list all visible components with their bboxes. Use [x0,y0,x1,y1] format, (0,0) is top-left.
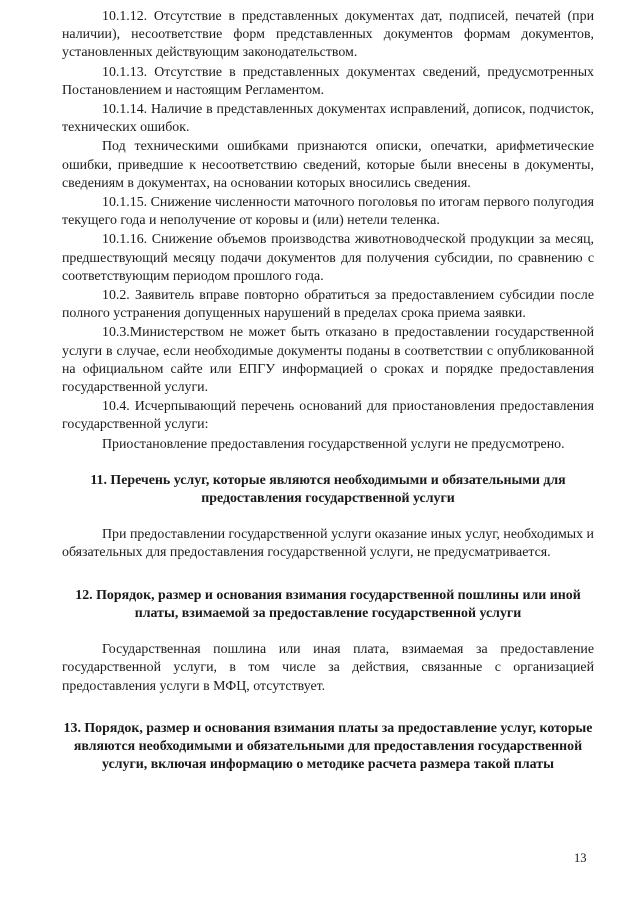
paragraph-10-2: 10.2. Заявитель вправе повторно обратиться за предоставлением субсидии после полного устранения допущенных нарушений в пределах срока приема заявки. [62,288,594,322]
paragraph-10-1-13: 10.1.13. Отсутствие в представленных документах сведений, предусмотренных Постановлением и настоящим Регламентом. [62,64,594,98]
paragraph-10-1-14: 10.1.14. Наличие в представленных документах исправлений, дописок, подчисток, технических ошибок. [62,102,594,136]
section-12-heading: 12. Порядок, размер и основания взимания государственной пошлины или иной платы, взимаемой за предоставление государственной услуги [75,587,581,621]
paragraph-suspension: Приостановление предоставления государственной услуги не предусмотрено. [102,436,565,452]
paragraph-10-4: 10.4. Исчерпывающий перечень оснований для приостановления предоставления государственной услуги: [62,399,594,433]
section-11-text: При предоставлении государственной услуги оказание иных услуг, необходимых и обязательных для предоставления государственной услуги, не предусматривается. [62,527,594,561]
paragraph-10-1-12: 10.1.12. Отсутствие в представленных документах дат, подписей, печатей (при наличии), несоответствие форм представленных документов формам документов, установленных действующим законодательством. [62,9,594,61]
paragraph-10-1-15: 10.1.15. Снижение численности маточного поголовья по итогам первого полугодия текущего года и неполучение от коровы и (или) нетели теленка. [62,195,594,229]
paragraph-10-1-16: 10.1.16. Снижение объемов производства животноводческой продукции за месяц, предшествующий месяцу подачи документов для получения субсидии, по сравнению с соответствующим периодом прошлого года. [62,232,594,284]
page-number: 13 [574,851,587,865]
paragraph-technical-errors: Под техническими ошибками признаются описки, опечатки, арифметические ошибки, приведшие к несоответствию сведений, которые были внесены в документы, сведениям в документах, на основании которых вносились сведения. [62,139,594,191]
section-12-text: Государственная пошлина или иная плата, взимаемая за предоставление государственной услуги, в том числе за действия, связанные с организацией предоставления услуги в МФЦ, отсутствует. [62,642,594,694]
paragraph-10-3: 10.3.Министерством не может быть отказано в предоставлении государственной услуги в случае, если необходимые документы поданы в соответствии с опубликованной на официальном сайте или ЕПГУ информацией о сроках и порядке предоставления государственной услуги. [62,325,594,396]
section-13-heading: 13. Порядок, размер и основания взимания платы за предоставление услуг, которые являются необходимыми и обязательными для предоставления государственной услуги, включая информацию о методике расчета размера такой платы [63,720,593,773]
section-11-heading: 11. Перечень услуг, которые являются необходимыми и обязательными для предоставления государственной услуги [90,472,566,507]
document-page [62,8,594,774]
